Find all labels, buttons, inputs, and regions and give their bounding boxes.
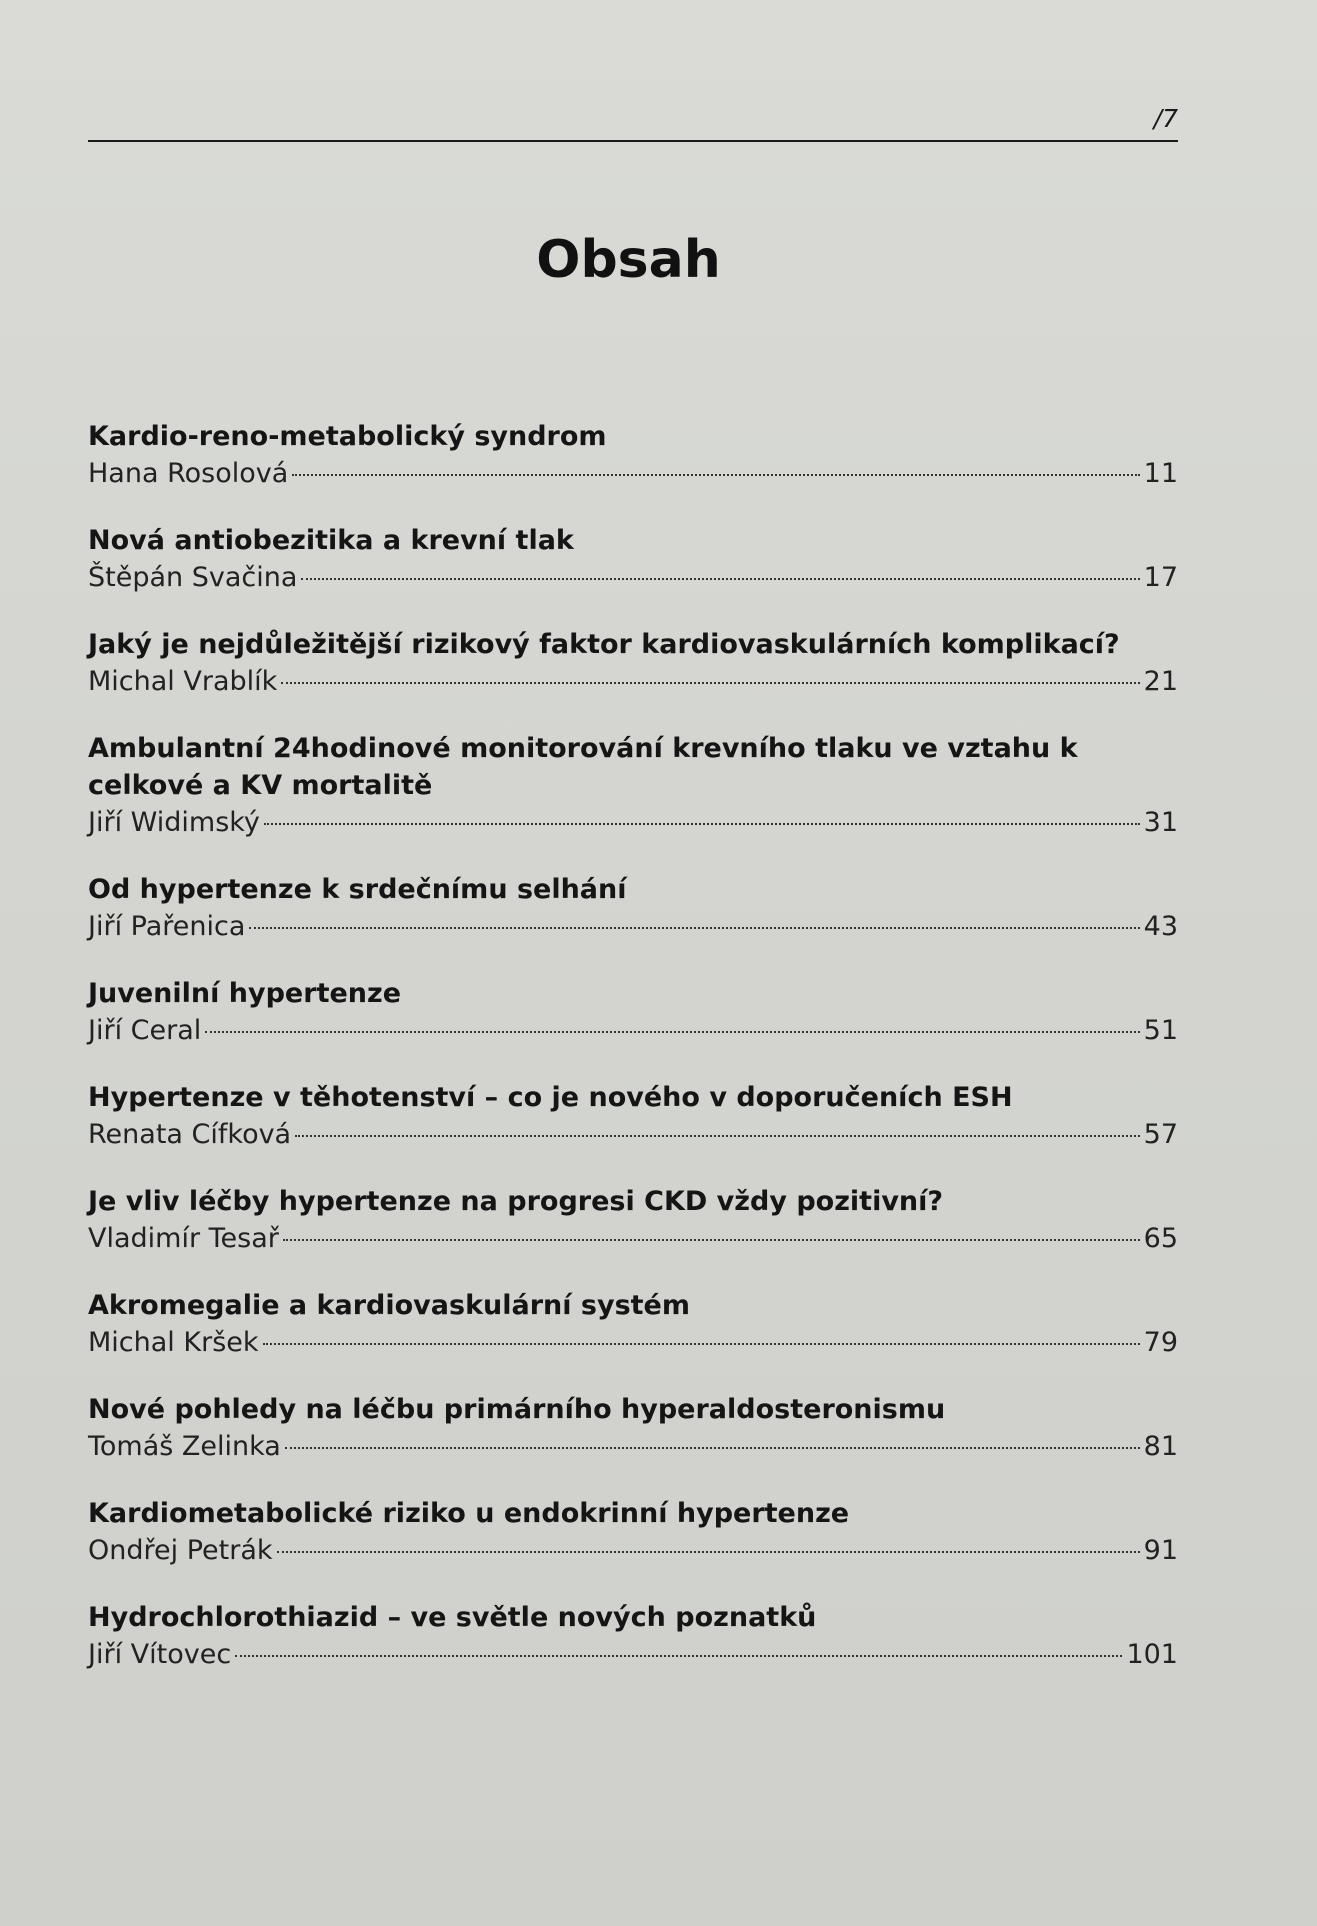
toc-entry bbox=[88, 1287, 1178, 1361]
toc-entry bbox=[88, 626, 1178, 700]
entry-line bbox=[88, 1220, 1178, 1257]
entry-line bbox=[88, 1636, 1178, 1673]
page-title: Obsah bbox=[536, 230, 721, 290]
entry-page-number: 101 bbox=[1126, 1639, 1178, 1670]
entry-author: Tomáš Zelinka bbox=[88, 1431, 281, 1462]
entry-line bbox=[88, 1428, 1178, 1465]
entry-title: Nová antiobezitika a krevní tlak bbox=[88, 525, 574, 556]
toc-entry bbox=[88, 1183, 1178, 1257]
entry-page-number: 43 bbox=[1143, 911, 1178, 942]
entry-page-number: 21 bbox=[1143, 666, 1178, 697]
entry-title: Nové pohledy na léčbu primárního hyperaldosteronismu bbox=[88, 1394, 946, 1425]
entry-page-number: 31 bbox=[1143, 807, 1178, 838]
entry-title: Je vliv léčby hypertenze na progresi CKD vždy pozitivní? bbox=[88, 1186, 944, 1217]
entry-title: Akromegalie a kardiovaskulární systém bbox=[88, 1290, 691, 1321]
entry-author: Jiří Widimský bbox=[88, 807, 260, 838]
toc-entry bbox=[88, 522, 1178, 596]
dot-leader bbox=[285, 1447, 1140, 1449]
entry-page-number: 11 bbox=[1143, 458, 1178, 489]
entry-page-number: 81 bbox=[1143, 1431, 1178, 1462]
toc-entry bbox=[88, 1079, 1178, 1153]
entry-line bbox=[88, 908, 1178, 945]
dot-leader bbox=[205, 1031, 1139, 1033]
entry-title: Jaký je nejdůležitější rizikový faktor kardiovaskulárních komplikací? bbox=[88, 629, 1120, 660]
entry-author: Jiří Ceral bbox=[88, 1015, 202, 1046]
dot-leader bbox=[235, 1655, 1122, 1657]
dot-leader bbox=[281, 682, 1139, 684]
entry-title: Hydrochlorothiazid – ve světle nových poznatků bbox=[88, 1602, 817, 1633]
toc-entry bbox=[88, 1391, 1178, 1465]
toc-entry bbox=[88, 871, 1178, 945]
entry-author: Ondřej Petrák bbox=[88, 1535, 273, 1566]
entry-title: Kardiometabolické riziko u endokrinní hypertenze bbox=[88, 1498, 850, 1529]
entry-page-number: 65 bbox=[1143, 1223, 1178, 1254]
toc-entry bbox=[88, 418, 1178, 492]
entry-title: Ambulantní 24hodinové monitorování krevního tlaku ve vztahu k celkové a KV mortalitě bbox=[88, 733, 1078, 801]
entry-page-number: 91 bbox=[1143, 1535, 1178, 1566]
entry-line bbox=[88, 1532, 1178, 1569]
toc-entry bbox=[88, 1495, 1178, 1569]
dot-leader bbox=[263, 1343, 1140, 1345]
entry-line bbox=[88, 1324, 1178, 1361]
entry-line bbox=[88, 804, 1178, 841]
entry-author: Hana Rosolová bbox=[88, 458, 289, 489]
page-number: /7 bbox=[1153, 104, 1178, 133]
entry-title: Od hypertenze k srdečnímu selhání bbox=[88, 874, 627, 905]
header-rule bbox=[88, 140, 1178, 142]
dot-leader bbox=[283, 1239, 1140, 1241]
entry-line bbox=[88, 455, 1178, 492]
entry-author: Jiří Pařenica bbox=[88, 911, 246, 942]
dot-leader bbox=[301, 578, 1139, 580]
entry-author: Jiří Vítovec bbox=[88, 1639, 232, 1670]
entry-author: Štěpán Svačina bbox=[88, 562, 298, 593]
entry-line bbox=[88, 1012, 1178, 1049]
dot-leader bbox=[277, 1551, 1140, 1553]
entry-title: Hypertenze v těhotenství – co je nového v doporučeních ESH bbox=[88, 1082, 1013, 1113]
entry-author: Vladimír Tesař bbox=[88, 1223, 279, 1254]
toc-entry bbox=[88, 1599, 1178, 1673]
entry-page-number: 79 bbox=[1143, 1327, 1178, 1358]
entry-line bbox=[88, 663, 1178, 700]
entry-line bbox=[88, 1116, 1178, 1153]
entry-author: Michal Vrablík bbox=[88, 666, 278, 697]
toc-entry bbox=[88, 730, 1178, 841]
toc-entry bbox=[88, 975, 1178, 1049]
entry-title: Juvenilní hypertenze bbox=[88, 978, 402, 1009]
entry-line bbox=[88, 559, 1178, 596]
entry-author: Renata Cífková bbox=[88, 1119, 292, 1150]
dot-leader bbox=[249, 927, 1139, 929]
entry-title: Kardio-reno-metabolický syndrom bbox=[88, 421, 607, 452]
dot-leader bbox=[264, 823, 1140, 825]
entry-page-number: 57 bbox=[1143, 1119, 1178, 1150]
dot-leader bbox=[295, 1135, 1140, 1137]
page-header bbox=[88, 104, 1178, 144]
entry-page-number: 17 bbox=[1143, 562, 1178, 593]
entry-author: Michal Kršek bbox=[88, 1327, 259, 1358]
dot-leader bbox=[292, 474, 1139, 476]
table-of-contents bbox=[88, 418, 1178, 1703]
entry-page-number: 51 bbox=[1143, 1015, 1178, 1046]
